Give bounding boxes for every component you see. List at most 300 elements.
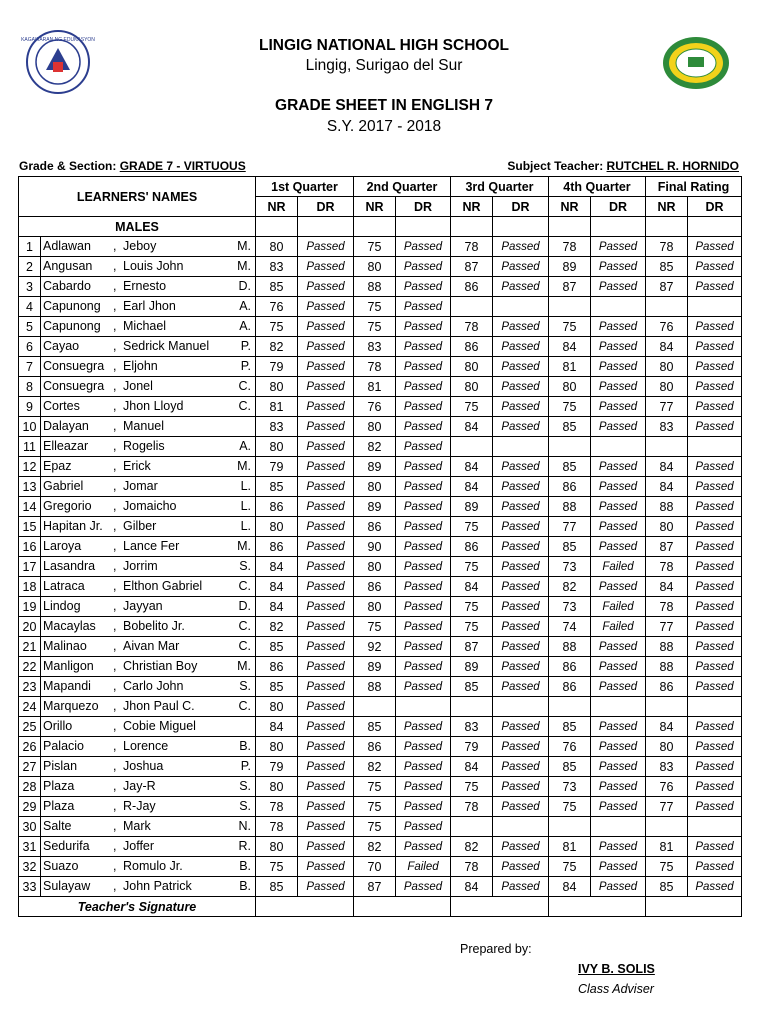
learner-middle-initial: L.	[240, 479, 251, 493]
learner-first-name: Jomar	[123, 479, 158, 493]
name-separator: ,	[113, 239, 117, 253]
numeric-rating-cell: 75	[549, 857, 591, 877]
descriptive-rating-cell: Passed	[396, 297, 451, 317]
name-separator: ,	[113, 739, 117, 753]
numeric-rating-cell: 78	[256, 817, 298, 837]
numeric-rating-cell: 78	[646, 237, 688, 257]
header-row-quarters	[19, 177, 742, 197]
subject-teacher	[507, 159, 739, 173]
descriptive-rating-cell: Passed	[493, 397, 549, 417]
descriptive-rating-cell: Passed	[591, 797, 646, 817]
adviser-title: Class Adviser	[578, 982, 654, 996]
sheet-title: GRADE SHEET IN ENGLISH 7	[275, 97, 493, 114]
numeric-rating-cell: 80	[354, 257, 396, 277]
descriptive-rating-cell: Passed	[298, 837, 354, 857]
name-separator: ,	[113, 299, 117, 313]
descriptive-rating-cell: Passed	[396, 417, 451, 437]
descriptive-rating-cell: Passed	[688, 537, 742, 557]
signature-cell[interactable]	[451, 897, 549, 917]
descriptive-rating-cell: Passed	[493, 357, 549, 377]
numeric-rating-cell: 83	[256, 257, 298, 277]
numeric-rating-cell	[549, 697, 591, 717]
numeric-rating-cell: 73	[549, 597, 591, 617]
signature-cell[interactable]	[256, 897, 354, 917]
learner-last-name: Gregorio	[43, 499, 92, 513]
descriptive-rating-cell: Passed	[396, 677, 451, 697]
numeric-rating-cell: 75	[549, 797, 591, 817]
learner-middle-initial: M.	[237, 539, 251, 553]
row-number: 10	[19, 417, 41, 437]
grade-section-value: GRADE 7 - VIRTUOUS	[119, 159, 246, 173]
numeric-rating-cell: 85	[549, 537, 591, 557]
learner-middle-initial: C.	[238, 379, 251, 393]
numeric-rating-cell: 84	[256, 597, 298, 617]
name-separator: ,	[113, 399, 117, 413]
row-number: 29	[19, 797, 41, 817]
numeric-rating-cell: 86	[549, 657, 591, 677]
descriptive-rating-cell: Passed	[396, 617, 451, 637]
learner-middle-initial: P.	[240, 759, 251, 773]
learner-middle-initial: A.	[239, 319, 251, 333]
row-number: 2	[19, 257, 41, 277]
numeric-rating-cell: 75	[451, 557, 493, 577]
learner-last-name: Plaza	[43, 799, 75, 813]
signature-cell[interactable]	[549, 897, 646, 917]
numeric-rating-cell: 80	[354, 417, 396, 437]
subject-teacher-value: RUTCHEL R. HORNIDO	[606, 159, 739, 173]
numeric-rating-cell: 79	[451, 737, 493, 757]
learner-name-cell	[41, 597, 256, 617]
table-row	[19, 457, 742, 477]
numeric-rating-cell: 80	[451, 357, 493, 377]
name-separator: ,	[113, 599, 117, 613]
learner-last-name: Orillo	[43, 719, 73, 733]
descriptive-rating-cell: Passed	[493, 717, 549, 737]
table-row	[19, 357, 742, 377]
learner-name-cell	[41, 497, 256, 517]
learner-last-name: Cabardo	[43, 279, 91, 293]
numeric-rating-cell: 85	[549, 457, 591, 477]
descriptive-rating-cell: Passed	[688, 637, 742, 657]
grade-section-label: Grade & Section:	[19, 159, 117, 173]
table-row	[19, 757, 742, 777]
numeric-rating-cell: 75	[256, 317, 298, 337]
numeric-rating-cell: 89	[549, 257, 591, 277]
descriptive-rating-cell	[688, 437, 742, 457]
descriptive-rating-cell: Passed	[591, 657, 646, 677]
descriptive-rating-cell	[493, 697, 549, 717]
numeric-rating-cell	[549, 297, 591, 317]
descriptive-rating-cell: Passed	[396, 877, 451, 897]
learner-middle-initial: C.	[238, 399, 251, 413]
descriptive-rating-cell: Passed	[493, 877, 549, 897]
numeric-rating-cell: 86	[354, 577, 396, 597]
numeric-rating-cell: 84	[549, 337, 591, 357]
numeric-rating-cell: 78	[549, 237, 591, 257]
learner-last-name: Sulayaw	[43, 879, 91, 893]
name-separator: ,	[113, 439, 117, 453]
learner-middle-initial: P.	[240, 339, 251, 353]
numeric-rating-cell: 76	[646, 777, 688, 797]
learner-first-name: John Patrick	[123, 879, 192, 893]
numeric-rating-cell: 84	[451, 877, 493, 897]
numeric-rating-cell: 88	[646, 657, 688, 677]
row-number: 14	[19, 497, 41, 517]
row-number: 20	[19, 617, 41, 637]
descriptive-rating-cell: Passed	[298, 437, 354, 457]
descriptive-rating-cell: Passed	[493, 457, 549, 477]
numeric-rating-cell	[451, 817, 493, 837]
learner-last-name: Lindog	[43, 599, 81, 613]
signature-cell[interactable]	[354, 897, 451, 917]
learner-name-cell	[41, 477, 256, 497]
descriptive-rating-cell: Passed	[493, 737, 549, 757]
descriptive-rating-cell: Passed	[493, 857, 549, 877]
descriptive-rating-cell: Passed	[298, 357, 354, 377]
numeric-rating-cell	[549, 817, 591, 837]
learner-name-cell	[41, 377, 256, 397]
descriptive-rating-cell: Passed	[493, 257, 549, 277]
numeric-rating-cell: 77	[646, 797, 688, 817]
numeric-rating-cell: 80	[256, 777, 298, 797]
descriptive-rating-cell: Passed	[298, 577, 354, 597]
descriptive-rating-cell: Passed	[298, 597, 354, 617]
learner-first-name: Louis John	[123, 259, 184, 273]
descriptive-rating-cell: Passed	[493, 277, 549, 297]
descriptive-rating-cell: Passed	[591, 337, 646, 357]
numeric-rating-cell: 88	[354, 677, 396, 697]
descriptive-rating-cell	[688, 817, 742, 837]
learner-middle-initial: R.	[238, 839, 251, 853]
numeric-rating-cell: 79	[256, 457, 298, 477]
descriptive-rating-cell: Passed	[298, 677, 354, 697]
numeric-rating-cell: 75	[354, 617, 396, 637]
numeric-rating-cell: 86	[549, 677, 591, 697]
numeric-rating-cell: 80	[646, 517, 688, 537]
descriptive-rating-cell: Passed	[396, 637, 451, 657]
descriptive-rating-cell: Passed	[591, 517, 646, 537]
row-number: 19	[19, 597, 41, 617]
learner-name-cell	[41, 817, 256, 837]
numeric-rating-cell: 83	[451, 717, 493, 737]
numeric-rating-cell: 75	[354, 317, 396, 337]
numeric-rating-cell: 85	[549, 717, 591, 737]
numeric-rating-cell: 89	[451, 497, 493, 517]
descriptive-rating-cell: Passed	[396, 837, 451, 857]
learner-middle-initial: B.	[239, 739, 251, 753]
learner-last-name: Latraca	[43, 579, 85, 593]
descriptive-rating-cell: Passed	[298, 297, 354, 317]
learner-first-name: Joshua	[123, 759, 164, 773]
numeric-rating-cell: 74	[549, 617, 591, 637]
descriptive-rating-cell: Passed	[298, 537, 354, 557]
descriptive-rating-cell: Passed	[396, 657, 451, 677]
numeric-rating-cell: 78	[646, 597, 688, 617]
numeric-rating-cell: 75	[354, 817, 396, 837]
descriptive-rating-cell: Passed	[298, 317, 354, 337]
grade-table	[18, 176, 742, 917]
numeric-rating-cell: 85	[354, 717, 396, 737]
nr-header: NR	[646, 197, 688, 217]
row-number: 8	[19, 377, 41, 397]
descriptive-rating-cell: Failed	[396, 857, 451, 877]
descriptive-rating-cell: Passed	[298, 777, 354, 797]
numeric-rating-cell: 86	[256, 537, 298, 557]
name-separator: ,	[113, 879, 117, 893]
row-number: 16	[19, 537, 41, 557]
descriptive-rating-cell: Passed	[493, 657, 549, 677]
numeric-rating-cell: 80	[256, 737, 298, 757]
learner-first-name: Lance Fer	[123, 539, 180, 553]
learner-last-name: Capunong	[43, 299, 101, 313]
numeric-rating-cell: 88	[646, 497, 688, 517]
row-number: 11	[19, 437, 41, 457]
numeric-rating-cell: 81	[549, 837, 591, 857]
descriptive-rating-cell: Passed	[396, 277, 451, 297]
descriptive-rating-cell: Passed	[493, 517, 549, 537]
learner-first-name: Lorence	[123, 739, 169, 753]
row-number: 33	[19, 877, 41, 897]
name-separator: ,	[113, 379, 117, 393]
descriptive-rating-cell: Passed	[298, 557, 354, 577]
dr-header: DR	[591, 197, 646, 217]
descriptive-rating-cell: Passed	[396, 597, 451, 617]
numeric-rating-cell: 85	[256, 637, 298, 657]
descriptive-rating-cell: Passed	[591, 317, 646, 337]
nr-header: NR	[549, 197, 591, 217]
row-number: 6	[19, 337, 41, 357]
learner-first-name: Jay-R	[123, 779, 156, 793]
learner-first-name: Jayyan	[123, 599, 163, 613]
descriptive-rating-cell: Passed	[688, 617, 742, 637]
numeric-rating-cell	[646, 297, 688, 317]
numeric-rating-cell: 89	[451, 657, 493, 677]
descriptive-rating-cell: Passed	[591, 477, 646, 497]
name-separator: ,	[113, 419, 117, 433]
numeric-rating-cell: 87	[451, 257, 493, 277]
name-separator: ,	[113, 679, 117, 693]
name-separator: ,	[113, 719, 117, 733]
descriptive-rating-cell	[688, 697, 742, 717]
learner-name-cell	[41, 857, 256, 877]
numeric-rating-cell: 84	[451, 577, 493, 597]
numeric-rating-cell: 85	[549, 417, 591, 437]
learner-last-name: Cortes	[43, 399, 80, 413]
descriptive-rating-cell	[591, 697, 646, 717]
descriptive-rating-cell: Passed	[591, 357, 646, 377]
learner-last-name: Cayao	[43, 339, 80, 353]
learner-last-name: Manligon	[43, 659, 94, 673]
descriptive-rating-cell: Passed	[493, 237, 549, 257]
nr-header: NR	[256, 197, 298, 217]
descriptive-rating-cell: Passed	[688, 337, 742, 357]
descriptive-rating-cell: Passed	[298, 457, 354, 477]
numeric-rating-cell: 86	[354, 517, 396, 537]
learner-last-name: Macaylas	[43, 619, 96, 633]
descriptive-rating-cell: Passed	[396, 537, 451, 557]
numeric-rating-cell: 75	[451, 597, 493, 617]
signature-cell[interactable]	[646, 897, 742, 917]
numeric-rating-cell: 80	[256, 837, 298, 857]
numeric-rating-cell: 78	[256, 797, 298, 817]
numeric-rating-cell: 84	[256, 557, 298, 577]
numeric-rating-cell: 92	[354, 637, 396, 657]
learner-first-name: Jorrim	[123, 559, 158, 573]
learner-last-name: Palacio	[43, 739, 84, 753]
quarter-3-header: 3rd Quarter	[451, 177, 549, 197]
descriptive-rating-cell	[591, 437, 646, 457]
descriptive-rating-cell: Passed	[688, 377, 742, 397]
table-row	[19, 837, 742, 857]
name-separator: ,	[113, 639, 117, 653]
numeric-rating-cell: 80	[256, 437, 298, 457]
learner-middle-initial: M.	[237, 259, 251, 273]
numeric-rating-cell: 82	[354, 437, 396, 457]
numeric-rating-cell: 88	[549, 637, 591, 657]
learner-name-cell	[41, 457, 256, 477]
row-number: 31	[19, 837, 41, 857]
learner-first-name: Manuel	[123, 419, 164, 433]
descriptive-rating-cell: Passed	[493, 497, 549, 517]
table-row	[19, 637, 742, 657]
learner-middle-initial: S.	[239, 779, 251, 793]
name-separator: ,	[113, 819, 117, 833]
descriptive-rating-cell: Passed	[493, 777, 549, 797]
learner-middle-initial: M.	[237, 459, 251, 473]
numeric-rating-cell: 88	[354, 277, 396, 297]
name-separator: ,	[113, 519, 117, 533]
learner-last-name: Consuegra	[43, 379, 105, 393]
descriptive-rating-cell: Passed	[298, 717, 354, 737]
learner-first-name: Cobie Miguel	[123, 719, 196, 733]
numeric-rating-cell: 85	[256, 277, 298, 297]
quarter-2-header: 2nd Quarter	[354, 177, 451, 197]
dr-header: DR	[688, 197, 742, 217]
descriptive-rating-cell	[396, 697, 451, 717]
name-separator: ,	[113, 779, 117, 793]
numeric-rating-cell: 80	[354, 557, 396, 577]
numeric-rating-cell: 75	[256, 857, 298, 877]
learner-name-cell	[41, 237, 256, 257]
descriptive-rating-cell: Passed	[298, 757, 354, 777]
descriptive-rating-cell: Passed	[591, 237, 646, 257]
descriptive-rating-cell: Passed	[298, 517, 354, 537]
learner-first-name: Jhon Lloyd	[123, 399, 184, 413]
learner-last-name: Mapandi	[43, 679, 91, 693]
numeric-rating-cell: 75	[549, 317, 591, 337]
descriptive-rating-cell: Passed	[688, 577, 742, 597]
learner-name-cell	[41, 797, 256, 817]
name-separator: ,	[113, 619, 117, 633]
descriptive-rating-cell: Passed	[396, 257, 451, 277]
descriptive-rating-cell: Passed	[688, 457, 742, 477]
descriptive-rating-cell: Passed	[396, 477, 451, 497]
numeric-rating-cell: 80	[256, 237, 298, 257]
learner-name-cell	[41, 417, 256, 437]
table-row	[19, 557, 742, 577]
descriptive-rating-cell: Passed	[688, 657, 742, 677]
descriptive-rating-cell: Passed	[591, 497, 646, 517]
descriptive-rating-cell: Failed	[591, 617, 646, 637]
row-number: 5	[19, 317, 41, 337]
row-number: 24	[19, 697, 41, 717]
name-separator: ,	[113, 559, 117, 573]
descriptive-rating-cell: Passed	[688, 417, 742, 437]
descriptive-rating-cell: Passed	[591, 777, 646, 797]
learner-last-name: Laroya	[43, 539, 82, 553]
numeric-rating-cell: 83	[354, 337, 396, 357]
learner-name-cell	[41, 757, 256, 777]
descriptive-rating-cell: Passed	[688, 757, 742, 777]
student-rows	[19, 237, 742, 897]
table-row	[19, 777, 742, 797]
numeric-rating-cell: 89	[354, 497, 396, 517]
numeric-rating-cell: 78	[354, 357, 396, 377]
learner-first-name: Gilber	[123, 519, 157, 533]
numeric-rating-cell: 80	[646, 377, 688, 397]
descriptive-rating-cell: Passed	[493, 757, 549, 777]
numeric-rating-cell: 84	[646, 577, 688, 597]
learner-middle-initial: D.	[238, 279, 251, 293]
numeric-rating-cell: 85	[646, 257, 688, 277]
males-section-label: MALES	[19, 217, 256, 237]
learner-first-name: Bobelito Jr.	[123, 619, 185, 633]
grade-section	[19, 159, 246, 173]
descriptive-rating-cell: Passed	[298, 797, 354, 817]
descriptive-rating-cell: Passed	[688, 877, 742, 897]
descriptive-rating-cell: Passed	[396, 757, 451, 777]
numeric-rating-cell: 82	[256, 617, 298, 637]
descriptive-rating-cell: Passed	[298, 497, 354, 517]
numeric-rating-cell: 80	[256, 517, 298, 537]
descriptive-rating-cell: Passed	[298, 277, 354, 297]
table-row	[19, 677, 742, 697]
descriptive-rating-cell: Passed	[688, 717, 742, 737]
numeric-rating-cell: 82	[451, 837, 493, 857]
numeric-rating-cell: 84	[451, 457, 493, 477]
descriptive-rating-cell: Passed	[591, 377, 646, 397]
numeric-rating-cell: 73	[549, 777, 591, 797]
descriptive-rating-cell: Passed	[298, 737, 354, 757]
name-separator: ,	[113, 499, 117, 513]
dr-header: DR	[396, 197, 451, 217]
table-row	[19, 737, 742, 757]
learner-name-cell	[41, 777, 256, 797]
numeric-rating-cell: 82	[354, 837, 396, 857]
descriptive-rating-cell: Passed	[298, 377, 354, 397]
numeric-rating-cell: 75	[354, 797, 396, 817]
table-row	[19, 317, 742, 337]
descriptive-rating-cell: Passed	[591, 637, 646, 657]
numeric-rating-cell: 89	[354, 457, 396, 477]
table-row	[19, 297, 742, 317]
row-number: 13	[19, 477, 41, 497]
numeric-rating-cell: 88	[646, 637, 688, 657]
numeric-rating-cell: 76	[646, 317, 688, 337]
numeric-rating-cell: 79	[256, 757, 298, 777]
quarter-4-header: 4th Quarter	[549, 177, 646, 197]
descriptive-rating-cell: Passed	[298, 397, 354, 417]
descriptive-rating-cell: Passed	[591, 537, 646, 557]
numeric-rating-cell: 87	[646, 277, 688, 297]
row-number: 27	[19, 757, 41, 777]
descriptive-rating-cell: Passed	[396, 357, 451, 377]
learner-middle-initial: S.	[239, 679, 251, 693]
descriptive-rating-cell: Passed	[493, 317, 549, 337]
table-row	[19, 817, 742, 837]
descriptive-rating-cell: Passed	[493, 617, 549, 637]
descriptive-rating-cell: Passed	[688, 397, 742, 417]
